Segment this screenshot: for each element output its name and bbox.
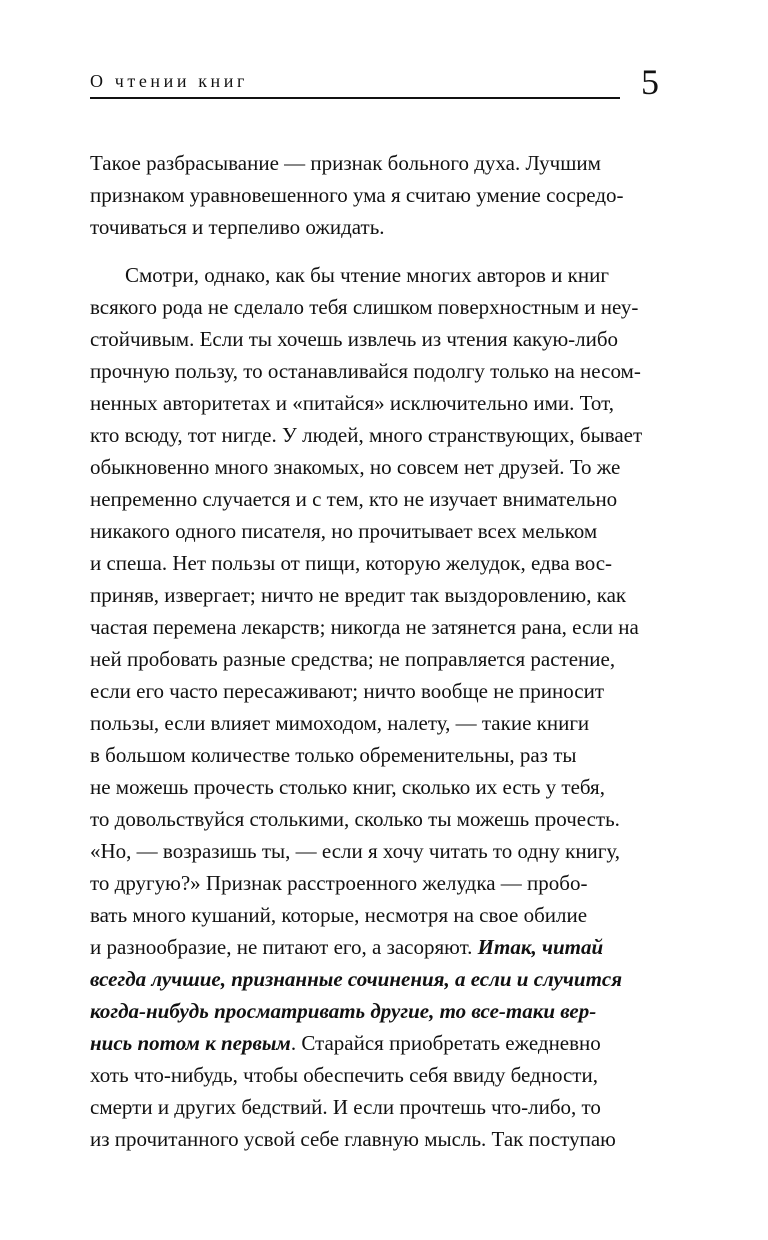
text-line: непременно случается и с тем, кто не изучает внимательно	[90, 487, 618, 511]
text-line: признаком уравновешенного ума я считаю умение сосредо-	[90, 183, 624, 207]
text-line: стойчивым. Если ты хочешь извлечь из чтения какую-либо	[90, 327, 619, 351]
text-line: то довольствуйся столькими, сколько ты можешь прочесть.	[90, 807, 620, 831]
text-line: из прочитанного усвой себе главную мысль. Так поступаю	[90, 1127, 616, 1151]
text-line: всякого рода не сделало тебя слишком поверхностным и неу-	[90, 295, 639, 319]
text-segment: и разнообразие, не питают его, а засоряют.	[90, 935, 478, 959]
text-line: обыкновенно много знакомых, но совсем нет друзей. То же	[90, 455, 621, 479]
header-rule	[90, 97, 620, 99]
text-line: частая перемена лекарств; никогда не затянется рана, если на	[90, 615, 639, 639]
text-line: точиваться и терпеливо ожидать.	[90, 215, 385, 239]
page-number: 5	[641, 62, 659, 102]
text-line: приняв, извергает; ничто не вредит так выздоровлению, как	[90, 583, 627, 607]
text-line: «Но, — возразишь ты, — если я хочу читать то одну книгу,	[90, 839, 621, 863]
text-line: прочную пользу, то останавливайся подолгу только на несом-	[90, 359, 641, 383]
text-line	[90, 932, 603, 962]
emphasized-text: Итак, читай	[477, 935, 604, 959]
text-line: вать много кушаний, которые, несмотря на свое обилие	[90, 903, 588, 927]
emphasized-text: нись потом к первым	[90, 1031, 291, 1055]
text-line: смерти и других бедствий. И если прочтешь что-либо, то	[90, 1095, 601, 1119]
text-segment: . Старайся приобретать ежедневно	[290, 1031, 601, 1055]
text-line	[90, 1028, 601, 1058]
text-line: в большом количестве только обременительны, раз ты	[90, 743, 577, 767]
text-line: кто всюду, тот нигде. У людей, много странствующих, бывает	[90, 423, 643, 447]
text-line: то другую?» Признак расстроенного желудка — пробо-	[90, 871, 588, 895]
text-line: никакого одного писателя, но прочитывает всех мельком	[90, 519, 598, 543]
text-line: хоть что-нибудь, чтобы обеспечить себя ввиду бедности,	[90, 1063, 598, 1087]
emphasized-text: всегда лучшие, признанные сочинения, а если и случится	[90, 967, 623, 991]
text-line: не можешь прочесть столько книг, сколько их есть у тебя,	[90, 775, 605, 799]
text-line: Такое разбрасывание — признак больного духа. Лучшим	[90, 151, 601, 175]
page-header	[90, 70, 620, 100]
text-line: ненных авторитетах и «питайся» исключительно ими. Тот,	[90, 391, 614, 415]
emphasized-text: когда-нибудь просматривать другие, то все-таки вер-	[90, 999, 597, 1023]
text-line: Смотри, однако, как бы чтение многих авторов и книг	[125, 263, 609, 287]
text-line: ней пробовать разные средства; не поправляется растение,	[90, 647, 616, 671]
text-line: если его часто пересаживают; ничто вообще не приносит	[90, 679, 604, 703]
text-line: пользы, если влияет мимоходом, налету, — такие книги	[90, 711, 590, 735]
text-line: и спеша. Нет пользы от пищи, которую желудок, едва вос-	[90, 551, 613, 575]
running-title: О чтении книг	[90, 71, 248, 91]
